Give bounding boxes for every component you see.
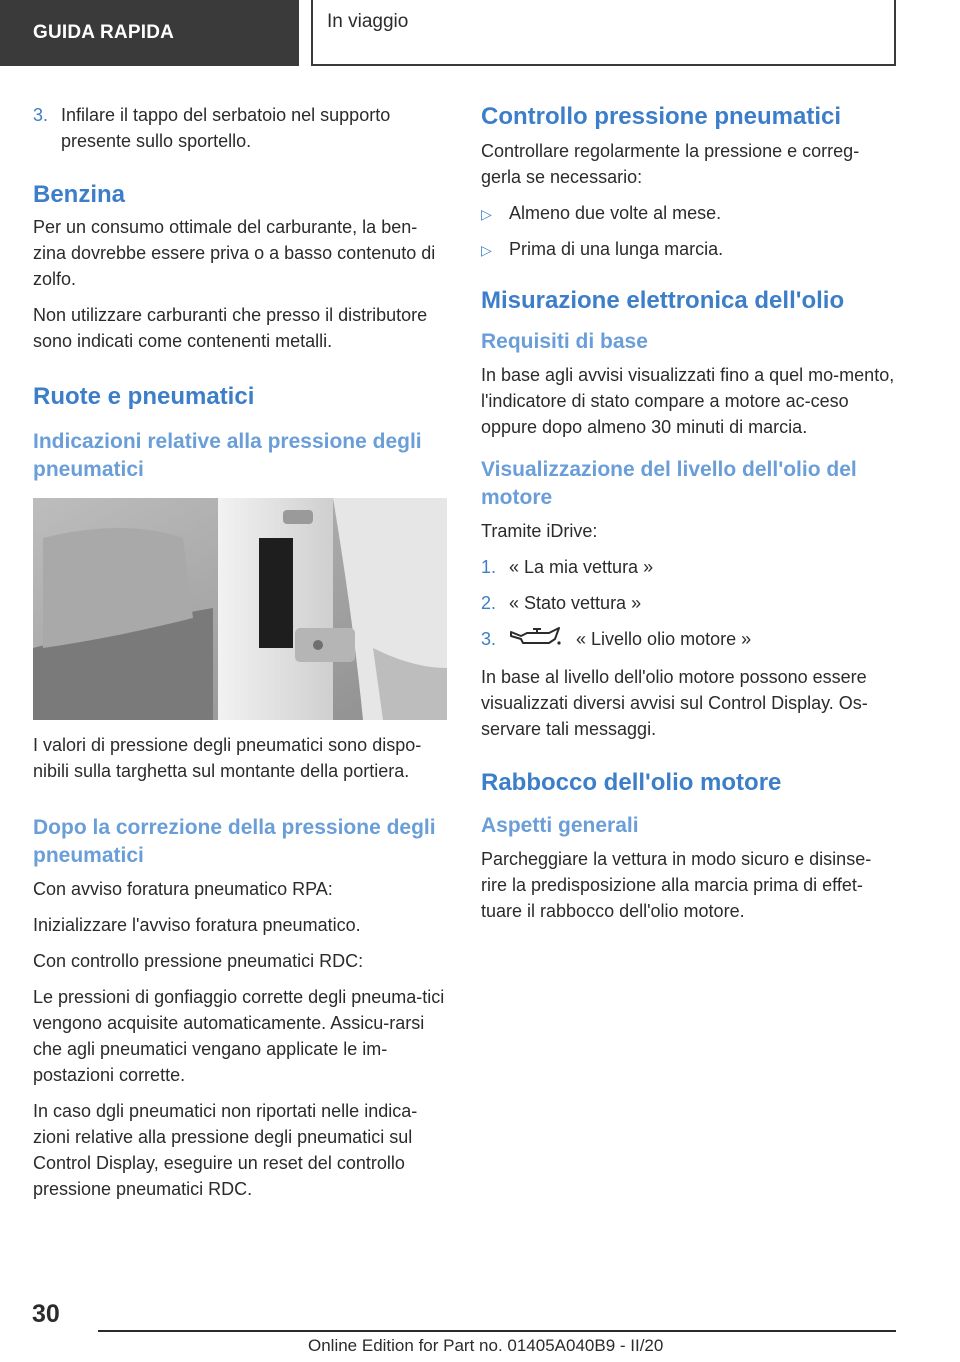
heading-benzina: Benzina [33, 181, 126, 208]
heading-indicazioni: Indicazioni relative alla pressione degli pneumatici [33, 430, 422, 481]
paragraph: Le pressioni di gonfiaggio corrette degli pneuma-tici vengono acquisite automaticamente. Assicu-rarsi che agli pneumatici vengano applicate le im-postazioni corrette. [33, 987, 445, 1085]
step-text: « Stato vettura » [509, 593, 642, 613]
paragraph: Con avviso foratura pneumatico RPA: [33, 879, 333, 899]
oil-can-icon [509, 627, 561, 654]
section-tab: GUIDA RAPIDA [0, 0, 299, 66]
step-number: 3. [481, 629, 497, 649]
paragraph: Con controllo pressione pneumatici RDC: [33, 951, 364, 971]
heading-aspetti: Aspetti generali [481, 813, 639, 837]
step-text: Infilare il tappo del serbatoio nel supporto presente sullo sportello. [61, 105, 391, 151]
bullet-text: Prima di una lunga marcia. [509, 239, 724, 259]
paragraph: Non utilizzare carburanti che presso il distributore sono indicati come contenenti metalli. [33, 305, 428, 351]
list-item [481, 200, 897, 226]
heading-misurazione: Misurazione elettronica dell'olio [481, 287, 845, 314]
footer-divider [98, 1330, 896, 1332]
heading-dopo: Dopo la correzione della pressione degli pneumatici [33, 816, 436, 867]
step-number: 2. [481, 593, 497, 613]
heading-requisiti: Requisiti di base [481, 330, 648, 353]
bullet-text: Almeno due volte al mese. [509, 203, 722, 223]
door-pillar-illustration [33, 498, 447, 720]
paragraph: Inizializzare l'avviso foratura pneumatico. [33, 915, 361, 935]
chapter-box [311, 0, 896, 66]
paragraph: Controllare regolarmente la pressione e correg-gerla se necessario: [481, 141, 860, 187]
paragraph: Parcheggiare la vettura in modo sicuro e disinse-rire la predisposizione alla marcia prima di effet-tuare il rabbocco dell'olio motore. [481, 848, 872, 921]
paragraph: In caso dgli pneumatici non riportati nelle indica-zioni relative alla pressione degli pneumatici sul Control Display, eseguire un reset del controllo pressione pneumatici RDC. [33, 1101, 418, 1199]
edition-note: Online Edition for Part no. 01405A040B9 - II/20 [308, 1336, 664, 1355]
paragraph: Per un consumo ottimale del carburante, la ben-zina dovrebbe essere priva o a basso contenuto di zolfo. [33, 217, 436, 289]
page-number: 30 [32, 1300, 60, 1328]
paragraph: In base agli avvisi visualizzati fino a quel mo-mento, l'indicatore di stato compare a motore ac-ceso oppure dopo almeno 30 minuti di marcia. [481, 365, 895, 437]
list-item [33, 102, 449, 154]
chapter-title: In viaggio [327, 11, 409, 32]
page-header [0, 0, 960, 66]
list-item [481, 554, 897, 580]
triangle-right-icon: ▷ [481, 206, 492, 222]
door-pillar-photo [33, 498, 447, 720]
list-item [481, 236, 897, 262]
step-number: 1. [481, 557, 497, 577]
step-text: « Livello olio motore » [576, 629, 752, 649]
right-column [481, 102, 897, 934]
heading-ruote: Ruote e pneumatici [33, 383, 255, 410]
paragraph: In base al livello dell'olio motore possono essere visualizzati diversi avvisi sul Control Display. Os-servare tali messaggi. [481, 666, 868, 739]
left-column [33, 102, 449, 1212]
heading-visualizzazione: Visualizzazione del livello dell'olio del motore [481, 458, 857, 509]
list-item [481, 626, 897, 654]
step-text: « La mia vettura » [509, 557, 654, 577]
heading-controllo: Controllo pressione pneumatici [481, 103, 842, 130]
triangle-right-icon: ▷ [481, 242, 492, 258]
photo-caption: I valori di pressione degli pneumatici sono dispo-nibili sulla targhetta sul montante della portiera. [33, 735, 422, 781]
heading-rabbocco: Rabbocco dell'olio motore [481, 768, 782, 796]
list-item [481, 590, 897, 616]
step-number: 3. [33, 105, 49, 125]
paragraph: Tramite iDrive: [481, 521, 598, 541]
